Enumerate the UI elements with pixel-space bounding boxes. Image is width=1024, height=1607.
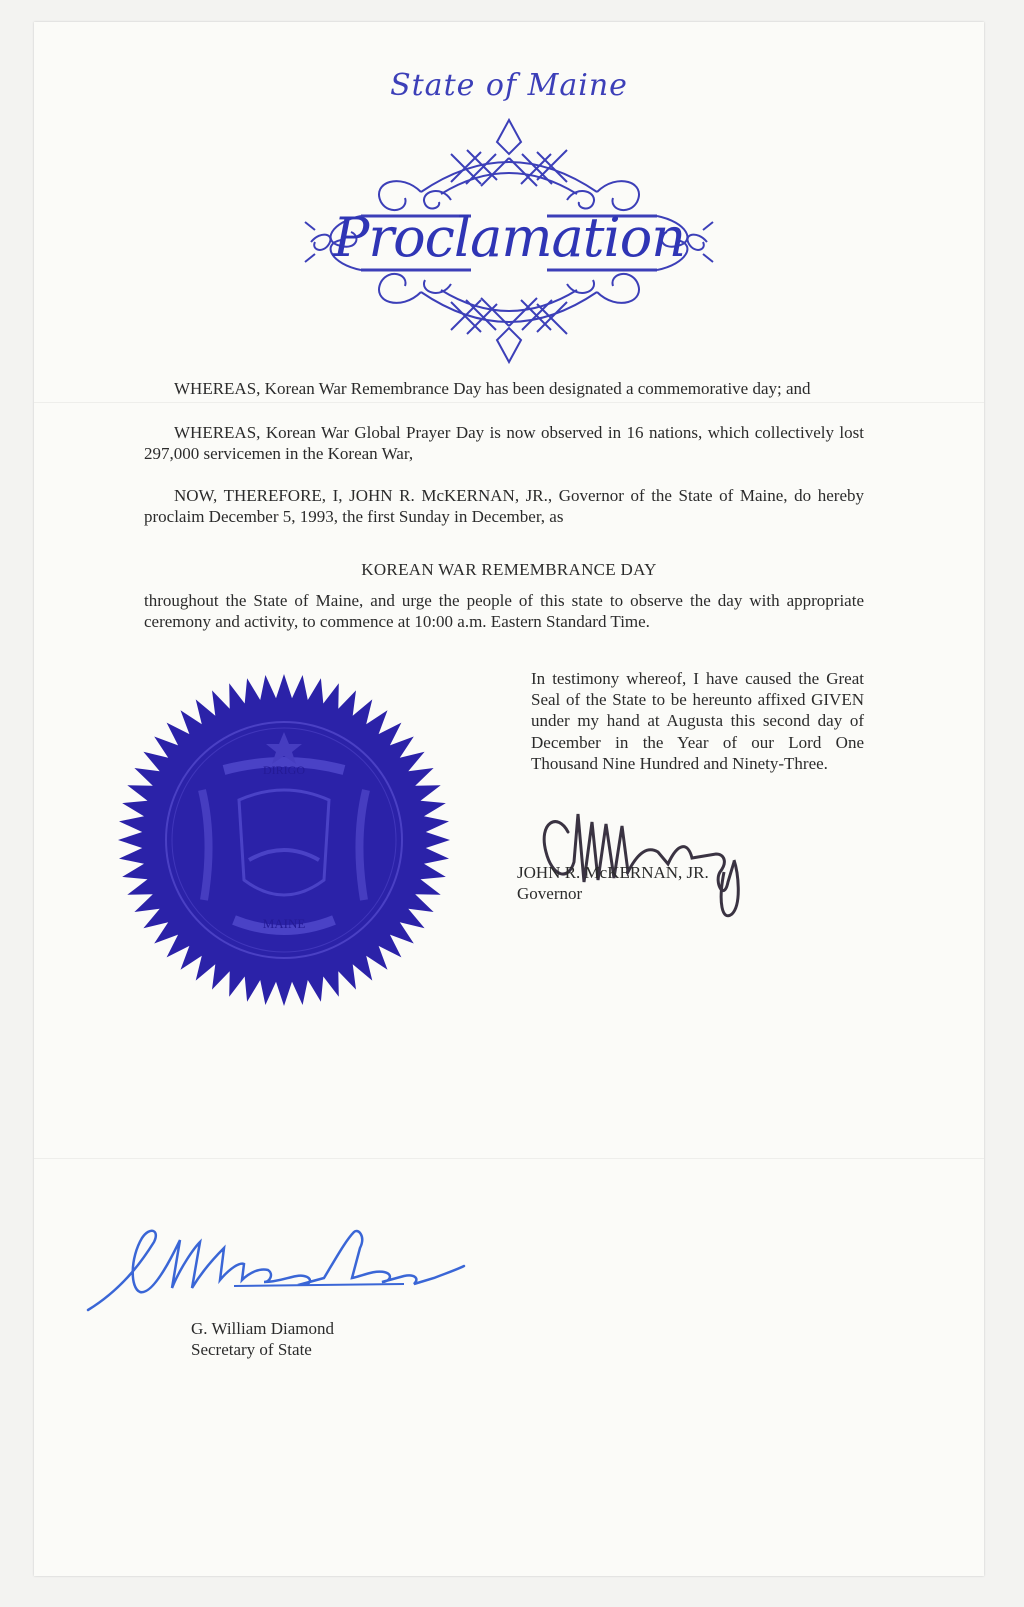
throughout-paragraph: throughout the State of Maine, and urge the people of this state to observe the day with appropriate ceremony and activity, to commence at 10:00 a.m. Eastern Standard Time. — [144, 591, 864, 631]
proclamation-document — [34, 22, 984, 1576]
proclamation-crest — [301, 112, 717, 368]
whereas-paragraph-1: WHEREAS, Korean War Remembrance Day has been designated a commemorative day; and — [174, 379, 811, 398]
great-seal-icon — [114, 670, 454, 1010]
proclamation-title: Proclamation — [332, 206, 686, 269]
day-designation: KOREAN WAR REMEMBRANCE DAY — [361, 560, 657, 579]
secretary-signature-icon — [84, 1218, 484, 1318]
whereas-paragraph-2: WHEREAS, Korean War Global Prayer Day is now observed in 16 nations, which collectively lost 297,000 servicemen in the Korean War, — [144, 423, 864, 463]
fold-line — [34, 402, 984, 403]
seal-bottom-banner: MAINE — [262, 916, 306, 931]
governor-name: JOHN R. McKERNAN, JR. — [517, 863, 709, 882]
now-therefore-paragraph: NOW, THEREFORE, I, JOHN R. McKERNAN, JR., Governor of the State of Maine, do hereby proclaim December 5, 1993, the first Sunday in December, as — [144, 486, 864, 526]
governor-title: Governor — [517, 884, 583, 903]
testimony-paragraph: In testimony whereof, I have caused the Great Seal of the State to be hereunto affixed GIVEN under my hand at Augusta this second day of December in the Year of our Lord One Thousand Nine Hundred and Ninety-Three. — [531, 669, 864, 773]
secretary-name: G. William Diamond — [191, 1319, 335, 1338]
secretary-title: Secretary of State — [191, 1340, 312, 1359]
seal-top-banner: DIRIGO — [263, 763, 305, 777]
fold-line — [34, 1158, 984, 1159]
state-title: State of Maine — [390, 68, 628, 103]
seal-starburst-icon — [118, 674, 450, 1006]
